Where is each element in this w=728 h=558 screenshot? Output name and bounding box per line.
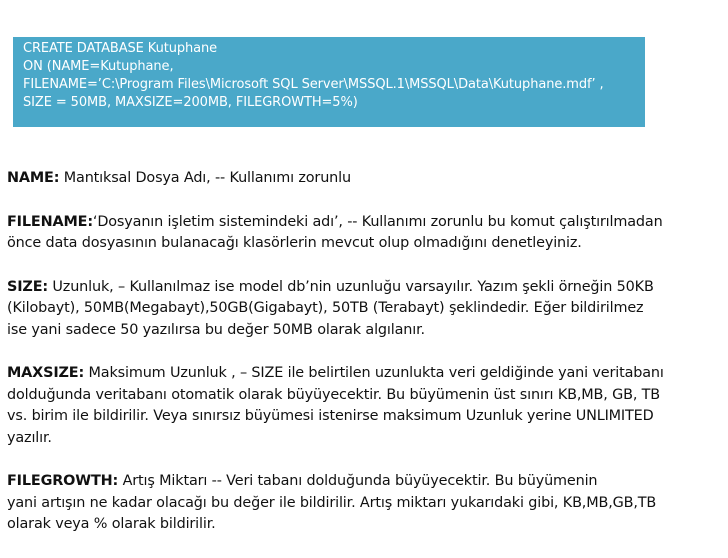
definition-text: Mantıksal Dosya Adı, -- Kullanımı zorunlu xyxy=(59,170,351,186)
definition-size xyxy=(7,277,721,342)
definition-term: FILENAME: xyxy=(7,213,93,230)
definition-line: yani artışın ne kadar olacağı bu değer ile bildirilir. Artış miktarı yukarıdaki gibi, KB,MB,GB,TB xyxy=(7,494,657,511)
definition-line: yazılır. xyxy=(7,429,52,446)
code-line: FILENAME=’C:\Program Files\Microsoft SQL Server\MSSQL.1\MSSQL\Data\Kutuphane.mdf’ , xyxy=(23,77,604,92)
sql-code-block xyxy=(13,37,645,127)
definition-line xyxy=(7,363,721,385)
definition-line: ise yani sadece 50 yazılırsa bu değer 50MB olarak algılanır. xyxy=(7,321,425,338)
definitions-list xyxy=(7,168,721,558)
definition-line xyxy=(7,277,721,299)
definition-text: ‘Dosyanın işletim sistemindeki adı’, -- Kullanımı zorunlu bu komut çalıştırılmadan xyxy=(92,213,663,230)
definition-line xyxy=(7,168,721,190)
code-line: CREATE DATABASE Kutuphane xyxy=(23,41,218,56)
definition-text: Artış Miktarı -- Veri tabanı dolduğunda büyüyecektir. Bu büyümenin xyxy=(118,473,598,489)
definition-text: Maksimum Uzunluk , – SIZE ile belirtilen uzunlukta veri geldiğinde yani veritabanı xyxy=(84,365,664,381)
definition-filegrowth xyxy=(7,471,721,536)
definition-term: MAXSIZE: xyxy=(7,365,85,381)
definition-term: FILEGROWTH: xyxy=(7,473,119,489)
definition-term: NAME: xyxy=(7,170,60,186)
code-line: ON (NAME=Kutuphane, xyxy=(23,59,174,74)
definition-line: vs. birim ile bildirilir. Veya sınırsız büyümesi istenirse maksimum Uzunluk yerine UNLIMITED xyxy=(7,408,654,424)
definition-text: Uzunluk, – Kullanılmaz ise model db’nin uzunluğu varsayılır. Yazım şekli örneğin 50KB xyxy=(48,278,654,295)
code-line: SIZE = 50MB, MAXSIZE=200MB, FILEGROWTH=5%) xyxy=(23,95,358,110)
definition-line: dolduğunda veritabanı otomatik olarak büyüyecektir. Bu büyümenin üst sınırı KB,MB, GB, TB xyxy=(7,386,661,403)
definition-line: (Kilobayt), 50MB(Megabayt),50GB(Gigabayt), 50TB (Terabayt) şeklindedir. Eğer bildirilmez xyxy=(7,300,644,316)
definition-line: olarak veya % olarak bildirilir. xyxy=(7,516,216,532)
definition-filename xyxy=(7,212,721,255)
definition-line xyxy=(7,212,721,234)
definition-maxsize xyxy=(7,363,721,449)
definition-line: önce data dosyasının bulanacağı klasörlerin mevcut olup olmadığını denetleyiniz. xyxy=(7,235,582,251)
definition-name xyxy=(7,168,721,190)
definition-line xyxy=(7,471,721,493)
definition-term: SIZE: xyxy=(7,278,48,295)
